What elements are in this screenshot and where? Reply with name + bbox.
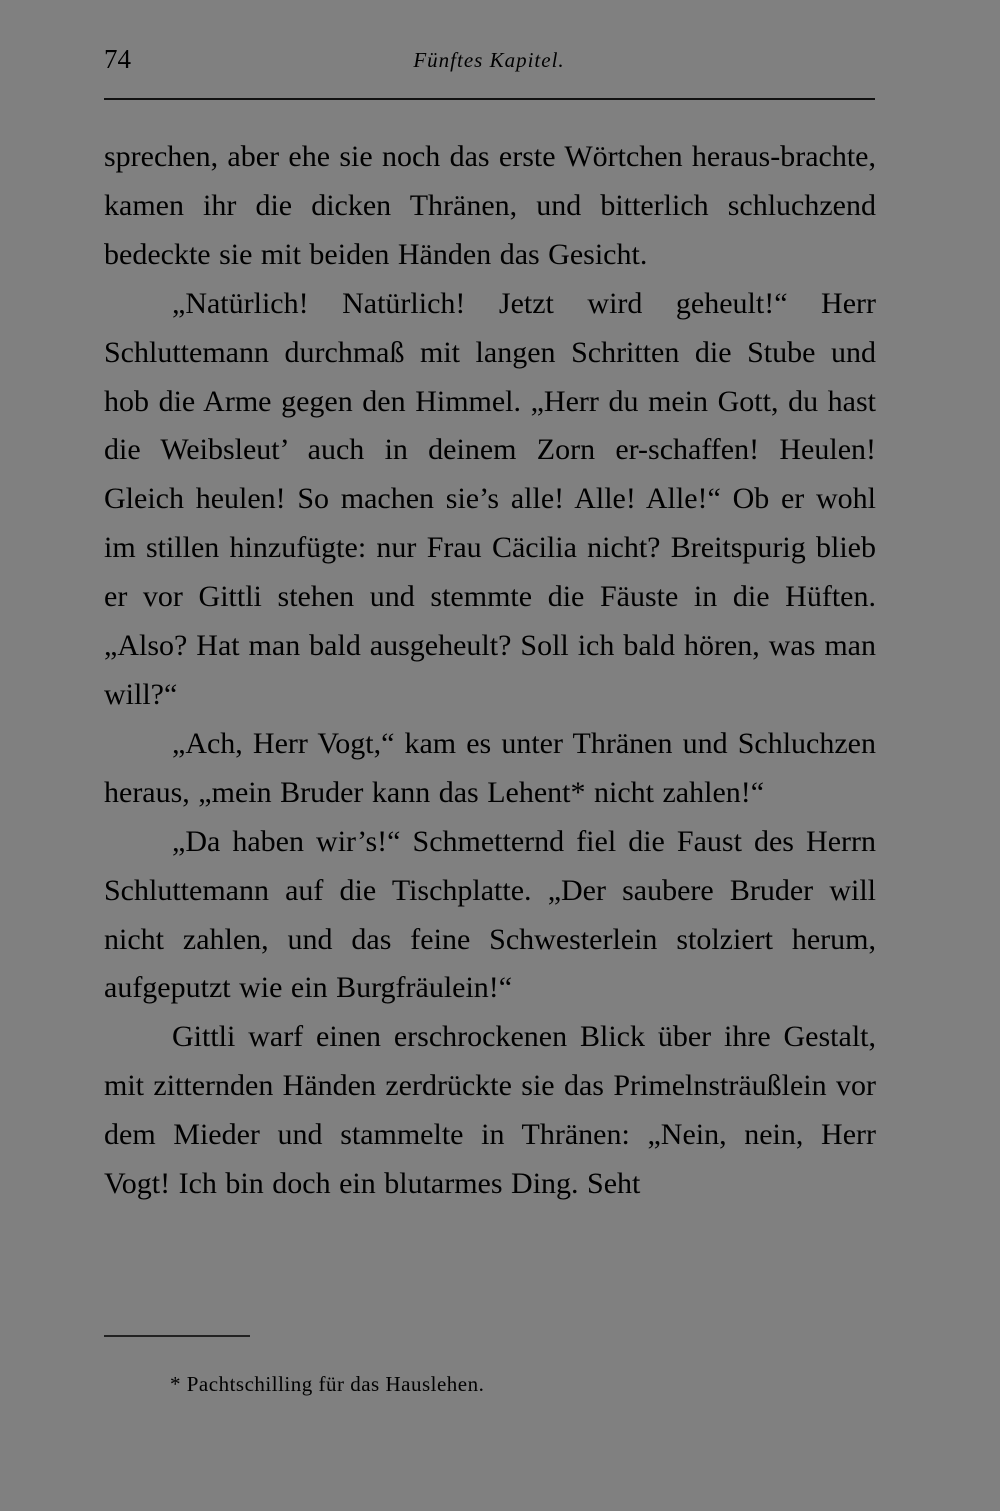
page-number: 74 <box>104 44 131 74</box>
footnote: * Pachtschilling für das Hauslehen. <box>170 1372 485 1396</box>
paragraph: Gittli warf einen erschrockenen Blick über ihre Gestalt, mit zitternden Händen zerdrückte sie das Primelnsträußlein vor dem Mieder und stammelte in Thränen: „Nein, nein, Herr Vogt! Ich bin doch ein blutarmes Ding. Seht <box>104 1020 876 1201</box>
paragraph: „Da haben wir’s!“ Schmetternd fiel die Faust des Herrn Schluttemann auf die Tischplatte. „Der saubere Bruder will nicht zahlen, und das feine Schwesterlein stolziert herum, aufgeputzt wie ein Burgfräulein!“ <box>104 824 876 1005</box>
running-head: Fünftes Kapitel. <box>413 48 565 72</box>
page-header <box>104 44 874 84</box>
body-text <box>104 133 876 1209</box>
header-rule <box>104 98 875 100</box>
paragraph: „Ach, Herr Vogt,“ kam es unter Thränen und Schluchzen heraus, „mein Bruder kann das Lehent* nicht zahlen!“ <box>104 726 876 809</box>
paragraph: sprechen, aber ehe sie noch das erste Wörtchen heraus-brachte, kamen ihr die dicken Thränen, und bitterlich schluchzend bedeckte sie mit beiden Händen das Gesicht. <box>104 140 876 271</box>
paragraph: „Natürlich! Natürlich! Jetzt wird geheult!“ Herr Schluttemann durchmaß mit langen Schritten die Stube und hob die Arme gegen den Himmel. „Herr du mein Gott, du hast die Weibsleut’ auch in deinem Zorn er-schaffen! Heulen! Gleich heulen! So machen sie’s alle! Alle! Alle!“ Ob er wohl im stillen hinzufügte: nur Frau Cäcilia nicht? Breitspurig blieb er vor Gittli stehen und stemmte die Fäuste in die Hüften. „Also? Hat man bald ausgeheult? Soll ich bald hören, was man will?“ <box>104 286 876 711</box>
footnote-rule <box>104 1335 250 1337</box>
